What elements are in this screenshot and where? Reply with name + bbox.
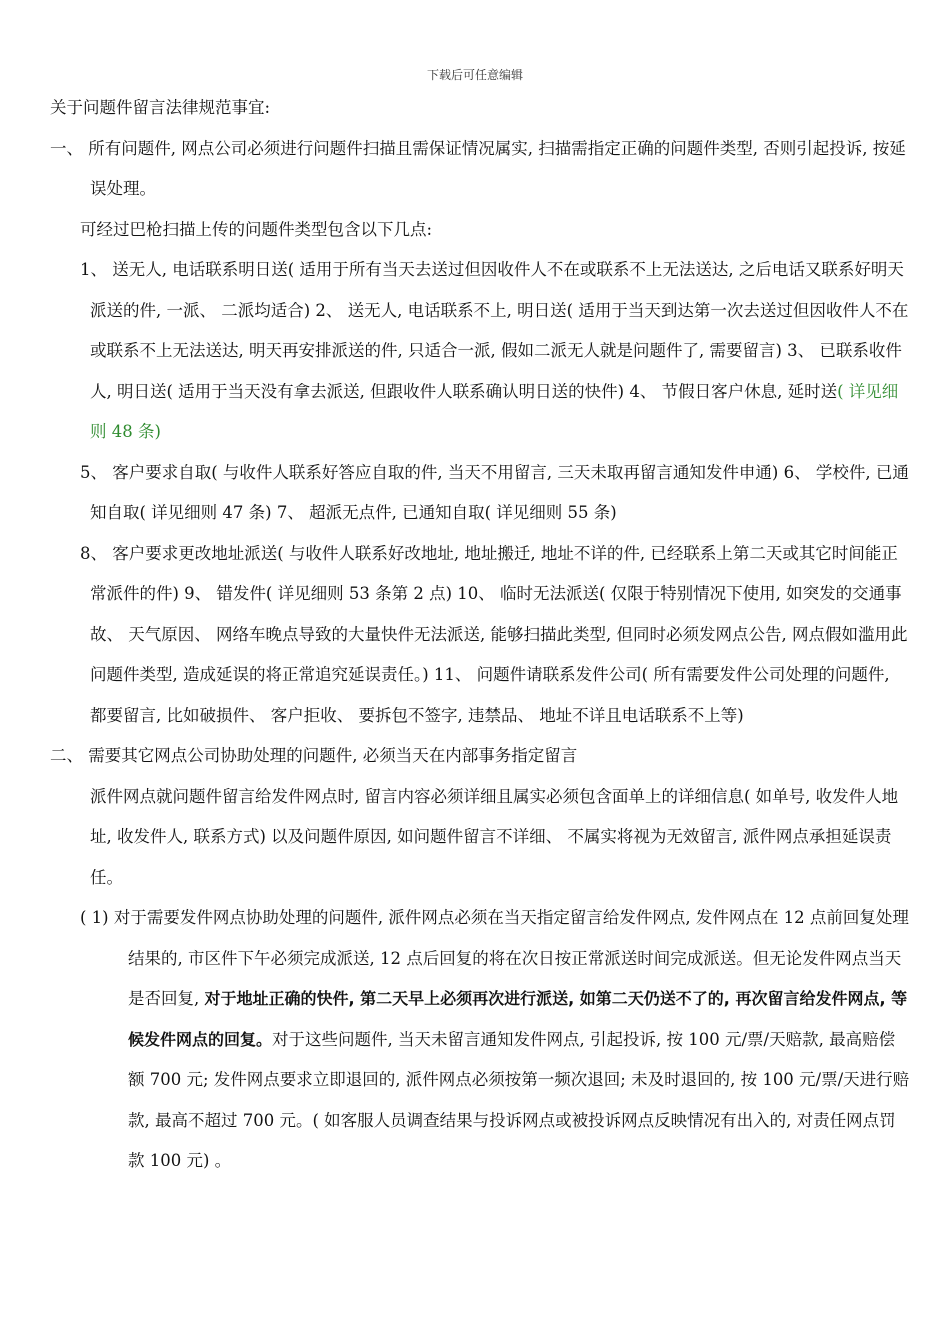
section-1-heading: 一、 所有问题件, 网点公司必须进行问题件扫描且需保证情况属实, 扫描需指定正确的问题件类型, 否则引起投诉, 按延误处理。: [50, 138, 906, 198]
sub-1-text-a: ( 1) 对于需要发件网点协助处理的问题件, 派件网点必须在当天指定留言给发件网点, 发件网点在 12 点前回复处理结果的, 市区件下午必须完成派送, 12 点后回复的将在次日按正常派送时间完成派送。但无论发件网点当天是否回复,: [80, 908, 909, 1008]
items-1-4-text: 1、 送无人, 电话联系明日送( 适用于所有当天去送过但因收件人不在或联系不上无法送达, 之后电话又联系好明天派送的件, 一派、 二派均适合) 2、 送无人, 电话联系不上, 明日送( 适用于当天到达第一次去送过但因收件人不在或联系不上无法送达, 明天再安排派送的件, 只适合一派, 假如二派无人就是问题件了, 需要留言) 3、 已联系收件人, 明日送( 适用于当天没有拿去派送, 但跟收件人联系确认明日送的快件) 4、 节假日客户休息, 延时送: [80, 260, 909, 401]
sub-1-text-b: 对于这些问题件, 当天未留言通知发件网点, 引起投诉, 按 100 元/票/天赔款, 最高赔偿额 700 元; 发件网点要求立即退回的, 派件网点必须按第一频次退回; 未及时退回的, 按 100 元/票/天进行赔款, 最高不超过 700 元。( 如客服人员调查结果与投诉网点或被投诉网点反映情况有出入的, 对责任网点罚款 100 元) 。: [128, 1029, 910, 1170]
document-title: 关于问题件留言法律规范事宜:: [50, 98, 271, 117]
section-1-items-1-4: [50, 250, 910, 453]
section-2-sub-1: [50, 898, 910, 1182]
section-1-items-5-7: 5、 客户要求自取( 与收件人联系好答应自取的件, 当天不用留言, 三天未取再留言通知发件申通) 6、 学校件, 已通知自取( 详见细则 47 条) 7、 超派无点件, 已通知自取( 详见细则 55 条): [80, 462, 909, 522]
sub-1-bold-text: 对于地址正确的快件, 第二天早上必须再次进行派送, 如第二天仍送不了的, 再次留言给发件网点, 等候发件网点的回复。: [128, 989, 908, 1049]
document-body: [50, 88, 910, 1182]
section-1-items-8-11: 8、 客户要求更改地址派送( 与收件人联系好改地址, 地址搬迁, 地址不详的件, 已经联系上第二天或其它时间能正常派件的件) 9、 错发件( 详见细则 53 条第 2 点) 10、 临时无法派送( 仅限于特别情况下使用, 如突发的交通事故、 天气原因、 网络车晚点导致的大量快件无法派送, 能够扫描此类型, 但同时必须发网点公告, 网点假如滥用此问题件类型, 造成延误的将正常追究延误责任。) 11、 问题件请联系发件公司( 所有需要发件公司处理的问题件, 都要留言, 比如破损件、 客户拒收、 要拆包不签字, 违禁品、 地址不详且电话联系不上等): [80, 543, 908, 725]
page-header: 下载后可任意编辑: [426, 68, 523, 82]
section-2-heading: 二、 需要其它网点公司协助处理的问题件, 必须当天在内部事务指定留言: [50, 746, 578, 765]
detail-rule-48-note: ( 详见细则 48 条): [90, 381, 899, 441]
section-1-intro: 可经过巴枪扫描上传的问题件类型包含以下几点:: [80, 219, 433, 239]
section-2-paragraph: 派件网点就问题件留言给发件网点时, 留言内容必须详细且属实必须包含面单上的详细信息( 如单号, 收发件人地址, 收发件人, 联系方式) 以及问题件原因, 如问题件留言不详细、 不属实将视为无效留言, 派件网点承担延误责任。: [90, 786, 899, 887]
